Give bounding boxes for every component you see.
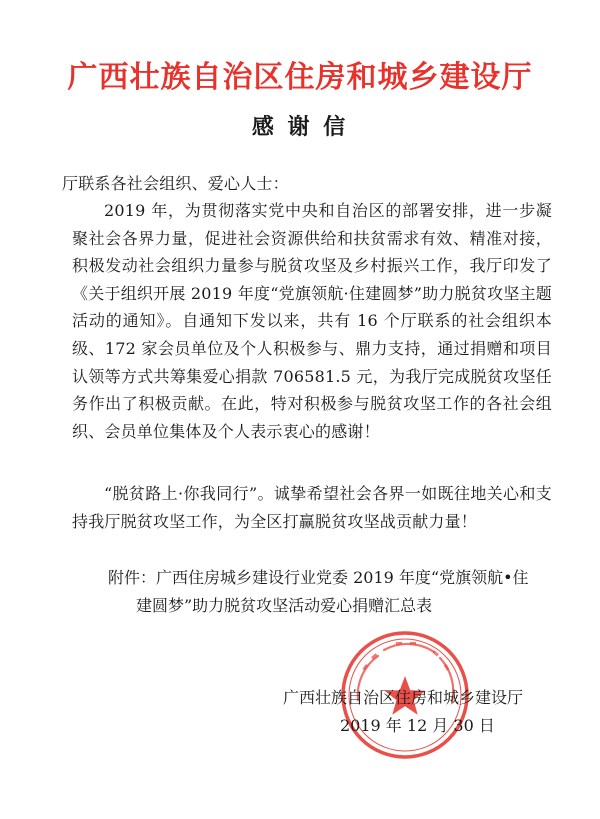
- attachment-line-1: 附件：广西住房城乡建设行业党委 2019 年度“党旗领航•住: [108, 568, 529, 587]
- attachment-note: [108, 564, 558, 619]
- org-letterhead-title: 广西壮族自治区住房和城乡建设厅: [67, 60, 533, 95]
- body-paragraph-1: 2019 年，为贯彻落实党中央和自治区的部署安排，进一步凝聚社会各界力量，促进社会资源供给和扶贫需求有效、精准对接，积极发动社会组织力量参与脱贫攻坚及乡村振兴工作，我厅印发了《关于组织开展 2019 年度“党旗领航·住建圆梦”助力脱贫攻坚主题活动的通知》。自通知下发以来，共有 16 个厅联系的社会组织本级、172 家会员单位及个人积极参与、鼎力支持，通过捐赠和项目认领等方式共筹集爱心捐款 706581.5 元，为我厅完成脱贫攻坚任务作出了积极贡献。在此，特对积极参与脱贫攻坚工作的各社会组织、会员单位集体及个人表示衷心的感谢！: [72, 201, 552, 441]
- letter-title: 感 谢 信: [251, 115, 349, 140]
- body-paragraph-2: “脱贫路上·你我同行”。诚挚希望社会各界一如既往地关心和支持我厅脱贫攻坚工作，为全区打赢脱贫攻坚战贡献力量！: [72, 484, 552, 531]
- signature-date: 2019 年 12 月 30 日: [340, 716, 495, 735]
- signature-organization: 广西壮族自治区住房和城乡建设厅: [283, 688, 524, 707]
- salutation: 厅联系各社会组织、爱心人士：: [62, 174, 289, 193]
- attachment-line-2: 建圆梦”助力脱贫攻坚活动爱心捐赠汇总表: [136, 595, 433, 615]
